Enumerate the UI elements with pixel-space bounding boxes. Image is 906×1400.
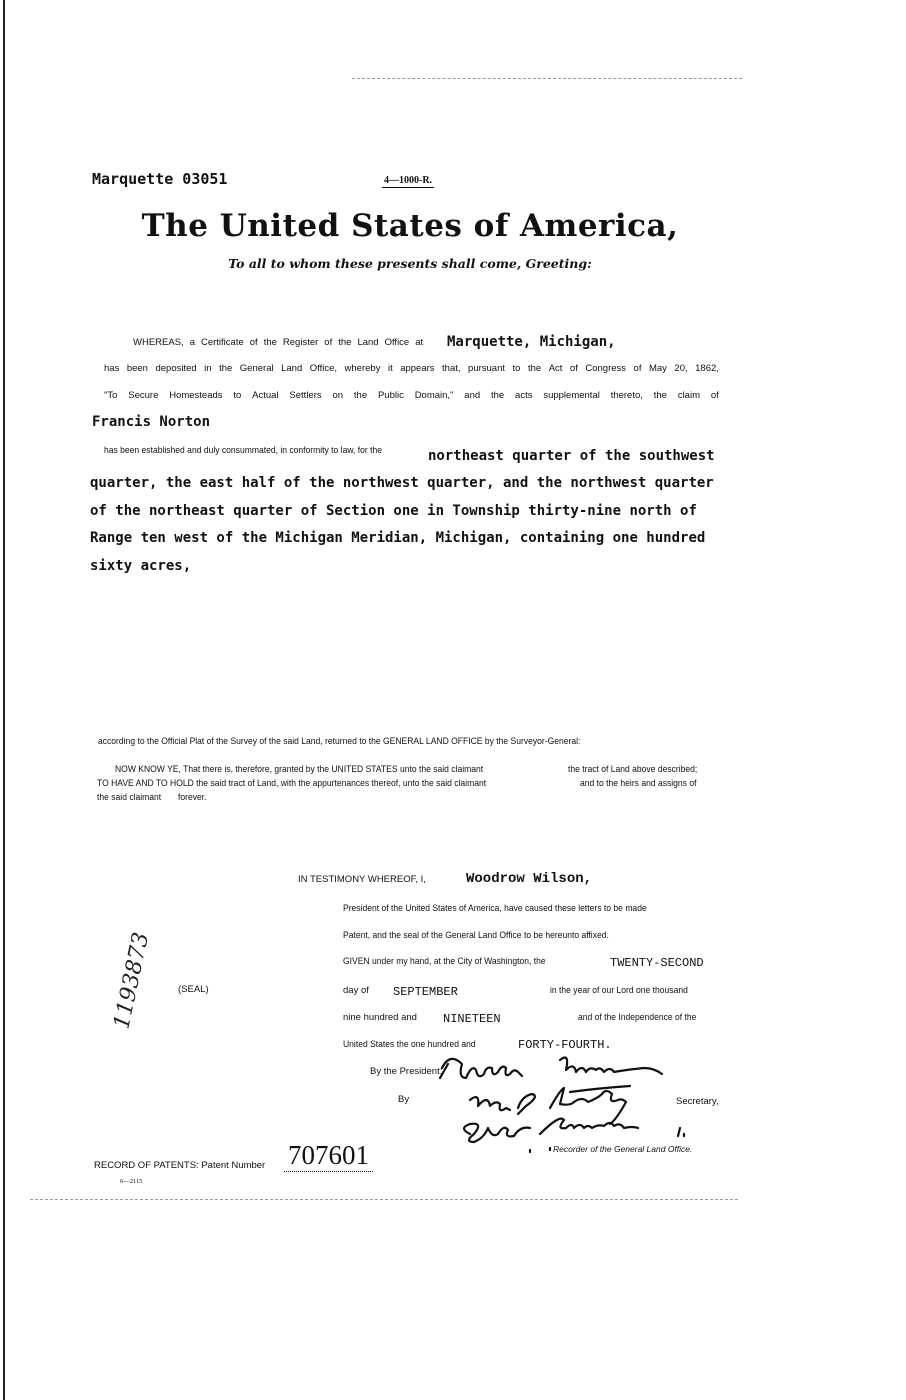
land-description-line-1: northeast quarter of the southwest [428, 448, 715, 464]
president-name: Woodrow Wilson, [466, 871, 593, 887]
by-label: By [398, 1094, 410, 1105]
secretary-label: Secretary, [676, 1096, 719, 1107]
homesteads-act-line: "To Secure Homesteads to Actual Settlers on the Public Domain," and the acts supplemental thereto, the claim of [104, 390, 719, 401]
united-states-label: United States the one hundred and [343, 1039, 476, 1050]
given-year: NINETEEN [443, 1012, 501, 1026]
testimony-line-2: Patent, and the seal of the General Land Office to be hereunto affixed. [343, 930, 609, 941]
now-know-line-1-typed: the tract of Land above described; [568, 764, 698, 775]
testimony-line-1: President of the United States of America, have caused these letters to be made [343, 903, 647, 914]
land-description-line-3: of the northeast quarter of Section one in Township thirty-nine north of [90, 503, 697, 519]
patent-number: 707601 [284, 1140, 373, 1172]
president-signature [440, 1058, 662, 1078]
recorder-label: Recorder of the General Land Office. [553, 1144, 693, 1154]
greeting: To all to whom these presents shall come, Greeting: [228, 256, 592, 271]
now-know-line-1: NOW KNOW YE, That there is, therefore, granted by the UNITED STATES unto the said claimant [115, 764, 484, 775]
claimant-name: Francis Norton [92, 414, 211, 430]
testimony-line-3: GIVEN under my hand, at the City of Washington, the [343, 956, 546, 967]
deposited-line: has been deposited in the General Land Office, whereby it appears that, pursuant to the Act of Congress of May 20, 1862, [104, 363, 719, 374]
handwritten-signatures [430, 1050, 720, 1155]
land-office-location: Marquette, Michigan, [447, 334, 616, 350]
given-day: TWENTY-SECOND [610, 956, 704, 970]
document-title: The United States of America, [141, 208, 679, 244]
claimant-line: the said claimant [97, 792, 162, 803]
form-code: 6—2115 [120, 1178, 143, 1185]
recorder-signature [464, 1119, 684, 1152]
plat-line: according to the Official Plat of the Survey of the said Land, returned to the GENERAL LAND OFFICE by the Surveyor-General: [98, 736, 581, 747]
testimony-intro: IN TESTIMONY WHEREOF, I, [298, 874, 426, 885]
forever-text: forever. [178, 792, 207, 803]
serial-number: Marquette 03051 [92, 170, 228, 188]
secretary-signature [470, 1086, 630, 1124]
whereas-line: WHEREAS, a Certificate of the Register of the Land Office at [133, 337, 424, 348]
scan-rule-bottom [30, 1199, 738, 1200]
consummated-line: has been established and duly consummated, in conformity to law, for the [104, 445, 383, 456]
record-of-patents-label: RECORD OF PATENTS: Patent Number [94, 1160, 266, 1171]
land-description-line-2: quarter, the east half of the northwest quarter, and the northwest quarter [90, 475, 714, 491]
independence-label: and of the Independence of the [578, 1012, 697, 1023]
to-have-line: TO HAVE AND TO HOLD the said tract of Land, with the appurtenances thereof, unto the said claimant [97, 778, 487, 789]
year-of-lord-label: in the year of our Lord one thousand [550, 985, 688, 996]
day-of-label: day of [343, 985, 369, 996]
scan-rule-top [352, 78, 742, 79]
land-description-line-5: sixty acres, [90, 558, 192, 574]
seal-label: (SEAL) [178, 984, 209, 995]
land-description-line-4: Range ten west of the Michigan Meridian, Michigan, containing one hundred [90, 530, 706, 546]
nine-hundred-label: nine hundred and [343, 1012, 417, 1023]
form-number: 4—1000-R. [384, 175, 433, 186]
stamp-number [90, 900, 155, 1040]
by-the-president-label: By the President: [370, 1066, 443, 1077]
to-have-line-typed: and to the heirs and assigns of [580, 778, 697, 789]
stamp-number-text: 1193873 [109, 930, 155, 1032]
independence-year: FORTY-FOURTH. [518, 1038, 612, 1052]
given-month: SEPTEMBER [393, 985, 458, 999]
